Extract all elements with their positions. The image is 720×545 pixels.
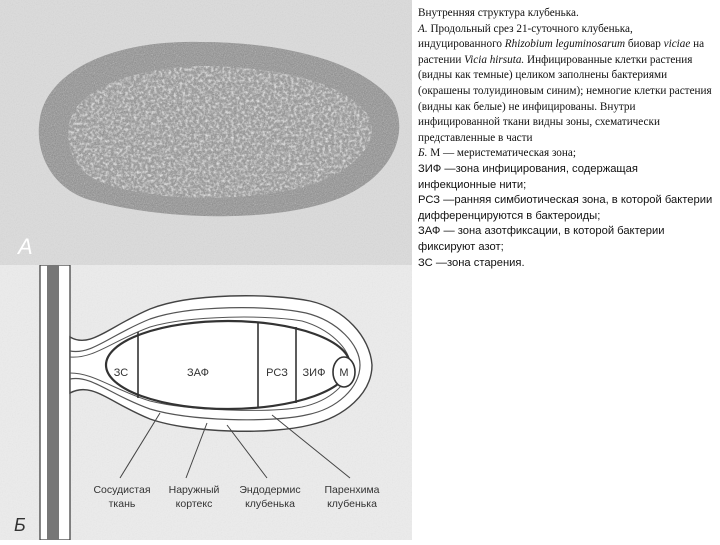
caption-zs-def: ЗС —зона старения. (418, 256, 525, 269)
caption-a-host: Vicia hirsuta. (464, 53, 525, 66)
label-vascular-line2: ткань (108, 498, 136, 510)
caption-part-b (418, 146, 716, 162)
caption-a-text1: Продольный срез 21-суточного клубенька, индуцированного (418, 22, 633, 51)
caption-zif-def: ЗИФ —зона инфицирования, содержащая инфекционные нити; (418, 162, 638, 191)
label-parenchyma-line2: клубенька (327, 498, 377, 510)
panel-label-a: А (18, 234, 33, 259)
caption-b-label: Б. (418, 147, 428, 160)
caption-a-label: А. (418, 22, 428, 35)
infected-zone-ellipse (106, 321, 350, 409)
zone-label-m: М (339, 367, 349, 379)
caption-a-biovar: viciae (663, 38, 691, 51)
caption-zaf-def: ЗАФ — зона азотфиксации, в которой бактерии фиксируют азот; (418, 225, 665, 253)
caption-rsz-def: РСЗ —ранняя симбиотическая зона, в которой бактерии дифференцируются в бактероиды; (418, 194, 713, 222)
caption-title: Внутренняя структура клубенька. (418, 7, 579, 19)
caption-a-text2: биовар (625, 38, 664, 51)
caption-part-a (418, 22, 716, 147)
label-endodermis-line2: клубенька (245, 498, 295, 510)
caption-a-text4: Инфицированные клетки растения (видны как темные) целиком заполнены бактериями (окрашены толуидиновым синим); немногие клетки растения (видны как белые) не инфицированы. Внутри инфицированной ткани видны зоны, схематически представленные в части (418, 53, 712, 144)
caption-m-def: М — меристематическая зона; (427, 147, 576, 160)
vascular-tissue (47, 265, 59, 540)
figure-caption (418, 6, 716, 271)
schematic-panel-b (0, 265, 412, 540)
nodule-schematic (0, 265, 412, 540)
label-parenchyma-line1: Паренхима (324, 484, 380, 496)
label-endodermis-line1: Эндодермис (239, 484, 301, 496)
caption-a-species: Rhizobium leguminosarum (504, 38, 626, 51)
zone-label-zif: ЗИФ (302, 367, 326, 379)
label-vascular-line1: Сосудистая (93, 484, 151, 496)
zone-label-zs: ЗС (113, 367, 129, 379)
label-cortex-line1: Наружный (168, 484, 220, 496)
panel-label-b: Б (14, 515, 26, 535)
label-cortex-line2: кортекс (175, 498, 213, 510)
caption-a-text3: на растении (418, 38, 705, 66)
zone-label-zaf: ЗАФ (187, 367, 209, 379)
micrograph-image (0, 0, 412, 265)
micrograph-panel-a (0, 0, 412, 265)
zone-label-rsz: РСЗ (266, 367, 288, 379)
